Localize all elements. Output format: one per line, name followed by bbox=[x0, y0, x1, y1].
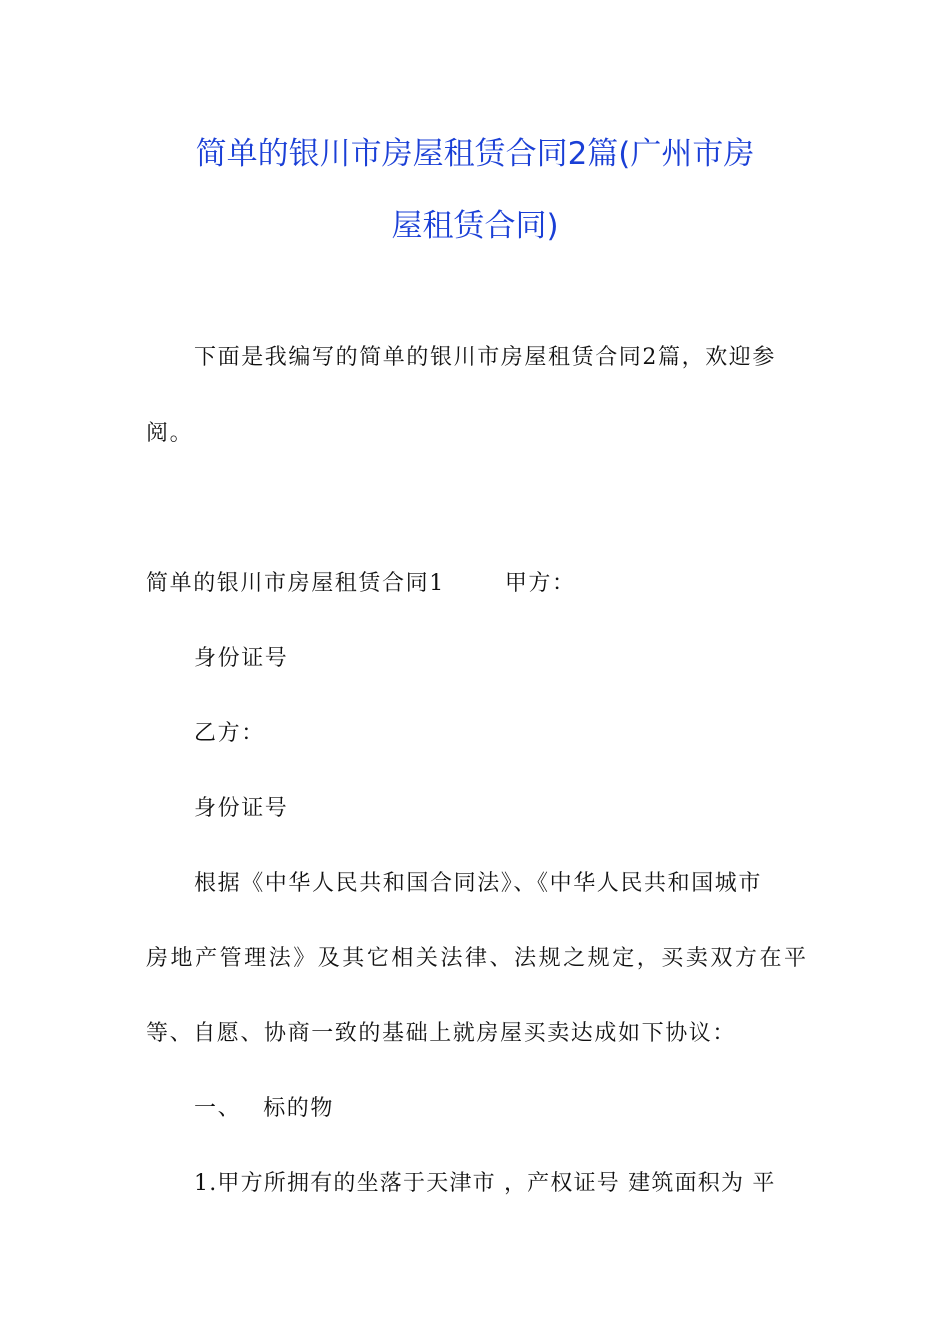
party-a-id-label: 身份证号 bbox=[194, 646, 289, 671]
document-title-line-2: 屋租赁合同) bbox=[391, 208, 559, 244]
basis-paragraph-line-3: 等、自愿、协商一致的基础上就房屋买卖达成如下协议： bbox=[146, 1021, 737, 1046]
contract-heading: 简单的银川市房屋租赁合同1 bbox=[146, 571, 445, 596]
party-a-label: 甲方： bbox=[504, 571, 576, 596]
party-b-id-label: 身份证号 bbox=[194, 796, 289, 821]
item-1-line: 1.甲方所拥有的坐落于天津市 ，产权证号 建筑面积为 平 bbox=[194, 1171, 776, 1196]
basis-paragraph-line-2: 房地产管理法》及其它相关法律、法规之规定，买卖双方在平 bbox=[146, 946, 806, 971]
contract-heading-row bbox=[146, 570, 576, 598]
intro-paragraph-line-2: 阅。 bbox=[146, 421, 194, 446]
party-b-label: 乙方： bbox=[194, 721, 265, 746]
section-1-title: 标的物 bbox=[263, 1096, 335, 1121]
section-1-heading bbox=[194, 1095, 334, 1123]
section-1-number: 一、 bbox=[194, 1096, 242, 1121]
basis-paragraph-line-1: 根据《中华人民共和国合同法》、《中华人民共和国城市 bbox=[194, 871, 763, 896]
intro-paragraph-line-1: 下面是我编写的简单的银川市房屋租赁合同2篇，欢迎参 bbox=[194, 345, 776, 370]
document-title-line-1: 简单的银川市房屋租赁合同2篇(广州市房 bbox=[195, 136, 755, 172]
